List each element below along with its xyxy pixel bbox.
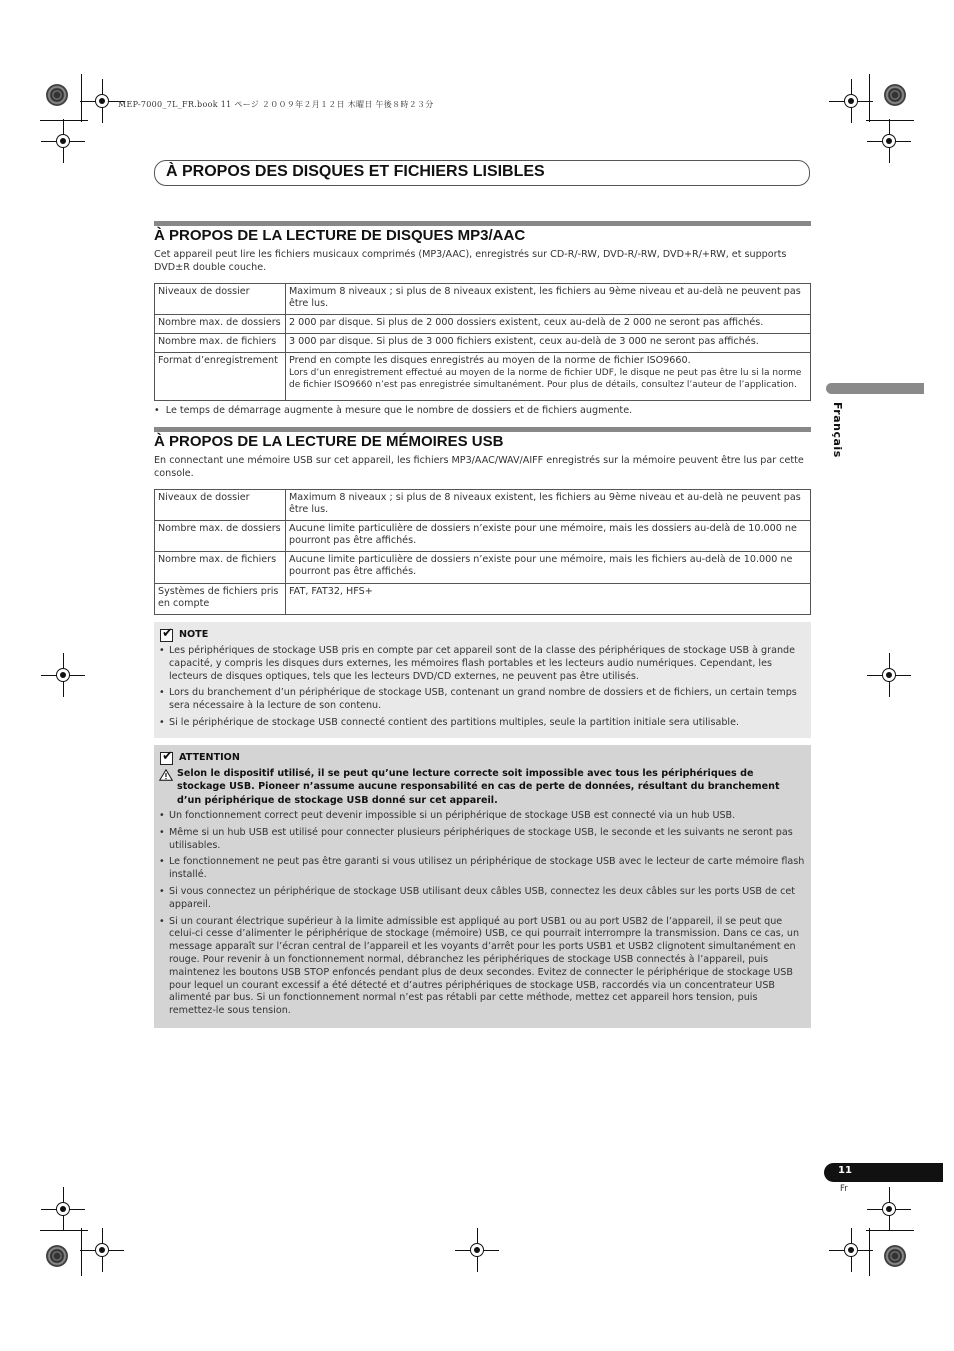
- table-value: 3 000 par disque. Si plus de 3 000 fichiers existent, ceux au-delà de 3 000 ne seront pas affichés.: [286, 334, 811, 353]
- table-key: Nombre max. de fichiers: [155, 334, 286, 353]
- table-value: Aucune limite particulière de dossiers n’existe pour une mémoire, mais les fichiers au-delà de 10.000 ne pourront pas être affichés.: [286, 552, 811, 584]
- table-subvalue: Lors d’un enregistrement effectué au moyen de la norme de fichier UDF, le disque ne peut pas être lu si la norme de fichier ISO9660 n’est pas enregistrée simultanément. Pour plus de détails, consultez l’auteur de l’application.: [289, 368, 802, 390]
- table-row: [155, 584, 811, 615]
- table-key: Nombre max. de fichiers: [155, 552, 286, 584]
- list-item: • Lors du branchement d’un périphérique de stockage USB, contenant un grand nombre de dossiers et de fichiers, un certain temps sera nécessaire à la lecture de son contenu.: [158, 687, 806, 713]
- section-intro-mp3-aac: Cet appareil peut lire les fichiers musicaux comprimés (MP3/AAC), enregistrés sur CD-R/-RW, DVD-R/-RW, DVD+R/+RW, et supports DVD±R double couche.: [154, 249, 787, 273]
- table-row: [155, 284, 811, 315]
- list-item: • Même si un hub USB est utilisé pour connecter plusieurs périphériques de stockage USB, le seconde et les suivants ne seront pas utilisables.: [158, 827, 806, 853]
- table-value: 2 000 par disque. Si plus de 2 000 dossiers existent, ceux au-delà de 2 000 ne seront pas affichés.: [286, 315, 811, 334]
- section-divider: [154, 427, 811, 432]
- table-key: Nombre max. de dossiers: [155, 521, 286, 552]
- section-divider: [154, 221, 811, 226]
- list-item: • Si un courant électrique supérieur à la limite admissible est appliqué au port USB1 ou au port USB2 de l’appareil, il se peut que celui-ci cesse d’alimenter le périphérique de stockage (mémoire) USB, ce qui pourrait interrompre la transmission. Dans ce cas, un message apparaît sur l’écran central de l’appareil et les voyants d’arrêt pour les ports USB1 et USB2 clignotent simultanément en rouge. Pour revenir à un fonctionnement normal, débranchez les périphériques de stockage USB connectés à l’appareil, puis maintenez les boutons USB STOP enfoncés pendant plus de deux secondes. Evitez de connecter le périphérique de stockage USB pour lequel un courant excessif a été détecté et d’autres périphériques de stockage USB, raccordés via un concentrateur USB alimenté par bus. Si un fonctionnement normal n’est pas rétabli par cette méthode, mettez cet appareil hors tension, puis remettez-le sous tension.: [158, 916, 806, 1018]
- registration-rosette: [46, 84, 68, 106]
- registration-rosette: [884, 84, 906, 106]
- note-heading: NOTE: [179, 629, 209, 640]
- section-title-mp3-aac: À PROPOS DE LA LECTURE DE DISQUES MP3/AAC: [154, 227, 526, 244]
- footnote-text: Le temps de démarrage augmente à mesure que le nombre de dossiers et de fichiers augmente.: [165, 405, 633, 416]
- list-item: • Le fonctionnement ne peut pas être garanti si vous utilisez un périphérique de stockage USB avec le lecteur de carte mémoire flash installé.: [158, 856, 806, 882]
- checkmark-icon: [160, 752, 173, 765]
- list-item: • Si le périphérique de stockage USB connecté contient des partitions multiples, seule la partition initiale sera utilisable.: [158, 717, 806, 730]
- table-row: [155, 552, 811, 584]
- spec-table-usb: [154, 489, 811, 615]
- page-number: 11: [838, 1165, 852, 1176]
- table-value: FAT, FAT32, HFS+: [286, 584, 811, 615]
- list-item: • Si vous connectez un périphérique de stockage USB utilisant deux câbles USB, connectez les deux câbles sur les ports USB de cet appareil.: [158, 886, 806, 912]
- table-value: Maximum 8 niveaux ; si plus de 8 niveaux existent, les fichiers au 9ème niveau et au-delà ne peuvent pas être lus.: [286, 284, 811, 315]
- table-row: [155, 334, 811, 353]
- language-label: Français: [831, 402, 844, 458]
- attention-heading: ATTENTION: [179, 752, 240, 763]
- note-list: [158, 645, 806, 734]
- table-value: Aucune limite particulière de dossiers n’existe pour une mémoire, mais les dossiers au-delà de 10.000 ne pourront pas être affichés.: [286, 521, 811, 552]
- section-intro-usb: En connectant une mémoire USB sur cet appareil, les fichiers MP3/AAC/WAV/AIFF enregistrés sur la mémoire peuvent être lus par cette console.: [154, 455, 804, 479]
- table-row: [155, 490, 811, 521]
- table-key: Systèmes de fichiers pris en compte: [155, 584, 286, 615]
- note-panel: [154, 622, 811, 738]
- checkmark-icon: [160, 629, 173, 642]
- crop-tick: [869, 74, 870, 122]
- table-key: Niveaux de dossier: [155, 284, 286, 315]
- crop-tick: [40, 1230, 88, 1231]
- attention-warning: Selon le dispositif utilisé, il se peut qu’une lecture correcte soit impossible avec tous les périphériques de stockage USB. Pioneer n’assume aucune responsabilité en cas de perte de données, résultant du branchement d’un périphérique de stockage USB donné sur cet appareil.: [177, 768, 780, 806]
- table-key: Format d’enregistrement: [155, 353, 286, 401]
- bullet: •: [154, 405, 166, 416]
- registration-rosette: [884, 1245, 906, 1267]
- table-row: [155, 315, 811, 334]
- section-title-usb: À PROPOS DE LA LECTURE DE MÉMOIRES USB: [154, 433, 504, 450]
- table-row: [155, 353, 811, 401]
- crop-tick: [866, 120, 914, 121]
- attention-panel: [154, 745, 811, 1028]
- crop-tick: [81, 74, 82, 122]
- warning-icon: [159, 769, 173, 781]
- crop-tick: [81, 1228, 82, 1276]
- chapter-title: À PROPOS DES DISQUES ET FICHIERS LISIBLES: [166, 163, 545, 180]
- page-language-code: Fr: [840, 1184, 848, 1194]
- table-row: [155, 521, 811, 552]
- crop-tick: [869, 1228, 870, 1276]
- footnote: [154, 405, 632, 416]
- table-key: Nombre max. de dossiers: [155, 315, 286, 334]
- print-header-meta: MEP-7000_7L_FR.book 11 ページ ２００９年２月１２日 木曜日 午後８時２３分: [118, 100, 434, 109]
- crop-tick: [866, 1230, 914, 1231]
- crop-tick: [40, 120, 88, 121]
- table-value-cell: [286, 353, 811, 401]
- table-key: Niveaux de dossier: [155, 490, 286, 521]
- attention-list: [158, 810, 806, 1022]
- language-tab: [826, 383, 924, 394]
- table-value: Maximum 8 niveaux ; si plus de 8 niveaux existent, les fichiers au 9ème niveau et au-delà ne peuvent pas être lus.: [286, 490, 811, 521]
- list-item: • Un fonctionnement correct peut devenir impossible si un périphérique de stockage USB est connecté via un hub USB.: [158, 810, 806, 823]
- spec-table-mp3-aac: [154, 283, 811, 401]
- list-item: • Les périphériques de stockage USB pris en compte par cet appareil sont de la classe des périphériques de stockage USB à grande capacité, y compris les disques durs externes, les mémoires flash portables et les lecteurs audio numériques. Cependant, les lecteurs de disques optiques, tels que les lecteurs DVD/CD externes, ne peuvent pas être utilisés.: [158, 645, 806, 683]
- table-value: Prend en compte les disques enregistrés au moyen de la norme de fichier ISO9660.: [289, 355, 691, 366]
- registration-rosette: [46, 1245, 68, 1267]
